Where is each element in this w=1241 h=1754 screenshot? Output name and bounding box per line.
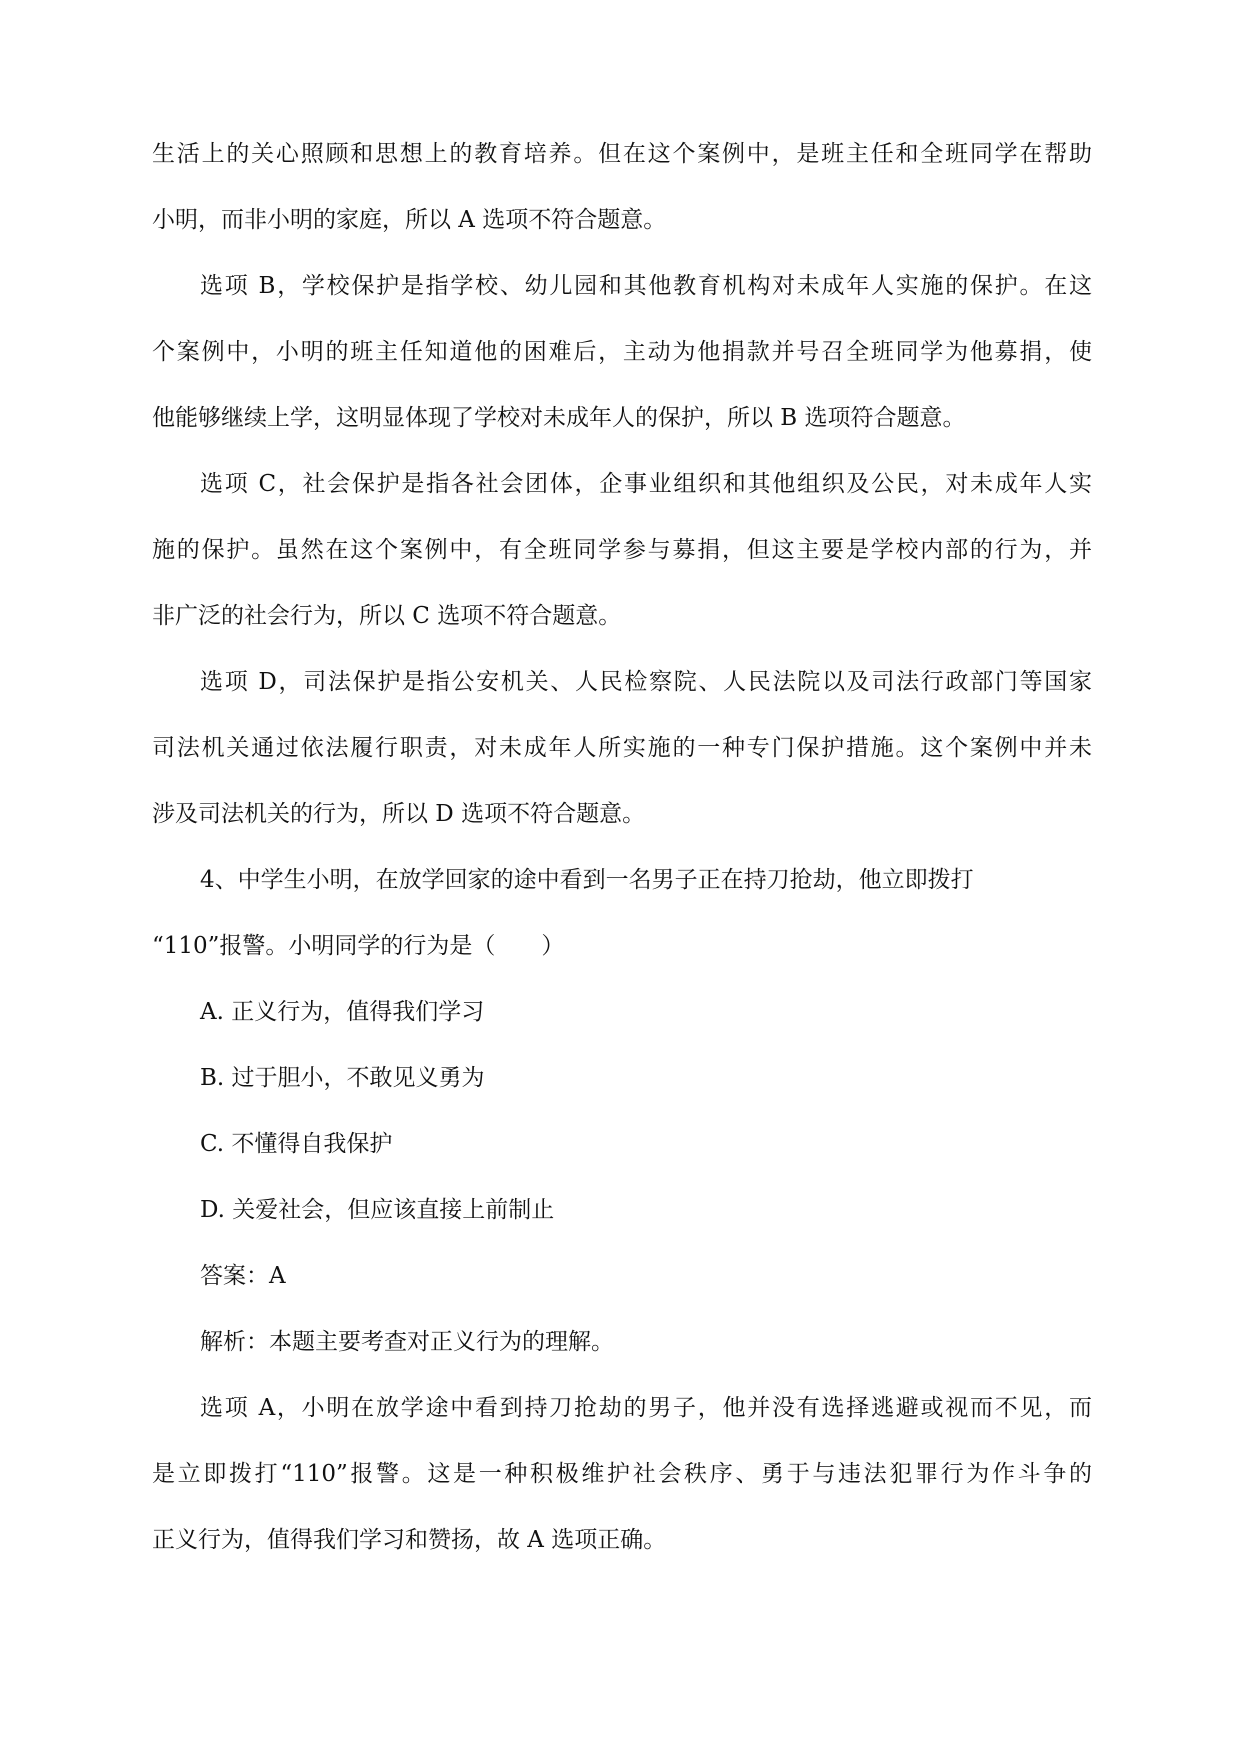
paragraph-option-b <box>152 270 1092 434</box>
analysis-line: 解析：本题主要考查对正义行为的理解。 <box>200 1329 614 1355</box>
paragraph-family-protection-end <box>152 138 1092 236</box>
text-line: 个案例中，小明的班主任知道他的困难后，主动为他捐款并号召全班同学为他募捐，使 <box>152 339 1092 365</box>
paragraph-final-option-a <box>152 1392 1092 1556</box>
question-stem-line: 4、中学生小明，在放学回家的途中看到一名男子正在持刀抢劫，他立即拨打 <box>200 867 974 893</box>
text-line: 选项 A，小明在放学途中看到持刀抢劫的男子，他并没有选择逃避或视而不见，而 <box>200 1395 1092 1421</box>
text-line: 他能够继续上学，这明显体现了学校对未成年人的保护，所以 B 选项符合题意。 <box>152 405 966 431</box>
text-line: 小明，而非小明的家庭，所以 A 选项不符合题意。 <box>152 207 667 233</box>
option-c: C. 不懂得自我保护 <box>200 1131 393 1157</box>
text-line: 涉及司法机关的行为，所以 D 选项不符合题意。 <box>152 801 646 827</box>
option-a: A. 正义行为，值得我们学习 <box>200 999 485 1025</box>
question-4 <box>152 864 1092 962</box>
text-line: 正义行为，值得我们学习和赞扬，故 A 选项正确。 <box>152 1527 667 1553</box>
text-line: 选项 D，司法保护是指公安机关、人民检察院、人民法院以及司法行政部门等国家 <box>200 669 1092 695</box>
option-b: B. 过于胆小，不敢见义勇为 <box>200 1065 485 1091</box>
paragraph-option-d <box>152 666 1092 830</box>
text-line: 施的保护。虽然在这个案例中，有全班同学参与募捐，但这主要是学校内部的行为，并 <box>152 537 1092 563</box>
text-line: 司法机关通过依法履行职责，对未成年人所实施的一种专门保护措施。这个案例中并未 <box>152 735 1092 761</box>
text-line: 非广泛的社会行为，所以 C 选项不符合题意。 <box>152 603 622 629</box>
document-body <box>152 138 1092 1556</box>
text-line: 是立即拨打“110”报警。这是一种积极维护社会秩序、勇于与违法犯罪行为作斗争的 <box>152 1461 1092 1487</box>
text-line: 选项 B，学校保护是指学校、幼儿园和其他教育机构对未成年人实施的保护。在这 <box>200 273 1092 299</box>
text-line: 生活上的关心照顾和思想上的教育培养。但在这个案例中，是班主任和全班同学在帮助 <box>152 141 1092 167</box>
option-d: D. 关爱社会，但应该直接上前制止 <box>200 1197 555 1223</box>
question-options <box>152 996 1092 1226</box>
text-line: 选项 C，社会保护是指各社会团体，企事业组织和其他组织及公民，对未成年人实 <box>200 471 1092 497</box>
paragraph-option-c <box>152 468 1092 632</box>
question-stem-line: “110”报警。小明同学的行为是（ ） <box>152 933 565 959</box>
answer-line: 答案：A <box>200 1263 286 1289</box>
